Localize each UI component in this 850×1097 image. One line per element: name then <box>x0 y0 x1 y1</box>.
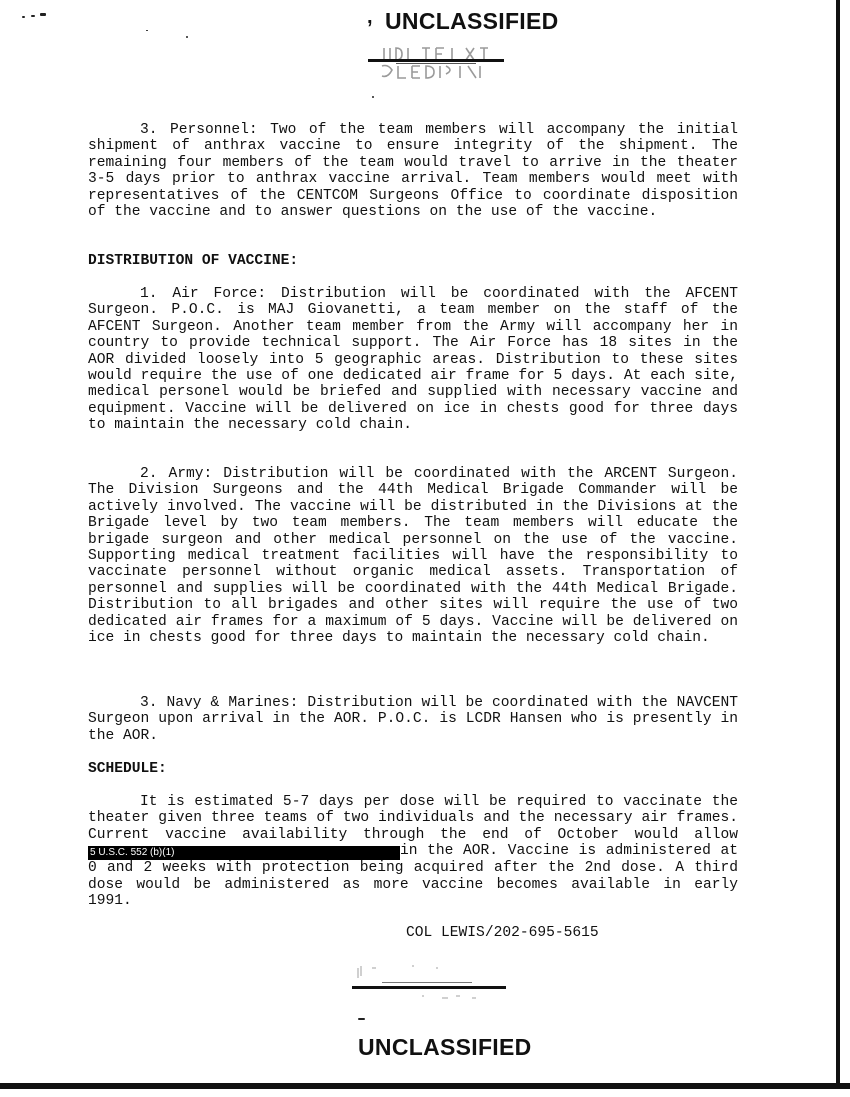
redaction-block: 5 U.S.C. 552 (b)(1) <box>88 846 400 860</box>
heading-distribution-of-vaccine: DISTRIBUTION OF VACCINE: <box>88 253 299 269</box>
scan-speck <box>40 13 46 16</box>
paragraph-air-force: 1. Air Force: Distribution will be coordinated with the AFCENT Surgeon. P.O.C. is MAJ Giovanetti, a team member on the staff of the AFCENT Surgeon. Another team member from the Army will accompany her in country to provide technical support. The Air Force has 18 sites in the AOR divided loosely into 5 geographic areas. Distribution to these sites would require the use of one dedicated air frame for 5 days. At each site, medical personel would be briefed and supplied with necessary vaccine and equipment. Vaccine will be delivered on ice in chests good for three days to maintain the necessary cold chain. <box>88 286 738 434</box>
schedule-text-before-redaction: It is estimated 5-7 days per dose will be required to vaccinate the theater given three teams of two individuals and the necessary air frames. Current vaccine availability through the end of October would allow <box>88 794 738 843</box>
paragraph-army: 2. Army: Distribution will be coordinated with the ARCENT Surgeon. The Division Surgeons and the 44th Medical Brigade Commander will be actively involved. The vaccine will be distributed in the Divisions at the Brigade level by two team members. The team members will educate the brigade surgeon and other medical personnel on the use of the vaccine. Supporting medical treatment facilities will have the responsibility to vaccinate personnel without organic medical assets. Transportation of personnel and supplies will be coordinated with the 44th Medical Brigade. Distribution to all brigades and other sites will require the use of two dedicated air frames for a maximum of 5 days. Vaccine will be delivered on ice in chests good for three days to maintain the necessary cold chain. <box>88 466 738 647</box>
scan-edge-right <box>836 0 840 1085</box>
signature-line: COL LEWIS/202-695-5615 <box>406 925 599 941</box>
paragraph-personnel: 3. Personnel: Two of the team members will accompany the initial shipment of anthrax vaccine to ensure integrity of the shipment. The remaining four members of the team would travel to arrive in the theater 3-5 days prior to anthrax vaccine arrival. Team members would meet with representatives of the CENTCOM Surgeons Office to coordinate disposition of the vaccine and to answer questions on the use of the vaccine. <box>88 122 738 221</box>
scan-speck <box>22 16 25 18</box>
stamp-graphic <box>368 40 506 84</box>
scan-speck <box>358 1018 365 1020</box>
scan-mark: , <box>367 6 373 28</box>
paragraph-navy-marines: 3. Navy & Marines: Distribution will be coordinated with the NAVCENT Surgeon upon arrival in the AOR. P.O.C. is LCDR Hansen who is presently in the AOR. <box>88 695 738 744</box>
classification-banner-top: UNCLASSIFIED <box>385 8 559 34</box>
lower-stamp-graphic <box>352 962 508 1006</box>
heading-schedule: SCHEDULE: <box>88 761 167 777</box>
classification-banner-bottom: UNCLASSIFIED <box>358 1034 532 1060</box>
scan-speck <box>31 15 35 17</box>
obscured-classification-stamp <box>368 40 506 84</box>
schedule-text-after-redaction: in the AOR. Vaccine is administered at 0 and 2 weeks with protection being acquired after the 2nd dose. A third dose would be administered as more vaccine becomes available in early 1991. <box>88 843 738 910</box>
scan-speck <box>186 36 188 38</box>
paragraph-schedule <box>88 794 738 909</box>
scan-speck <box>146 30 148 31</box>
scan-edge-bottom <box>0 1083 850 1089</box>
scan-speck <box>372 96 374 98</box>
obscured-stamp-lower <box>352 962 508 1006</box>
